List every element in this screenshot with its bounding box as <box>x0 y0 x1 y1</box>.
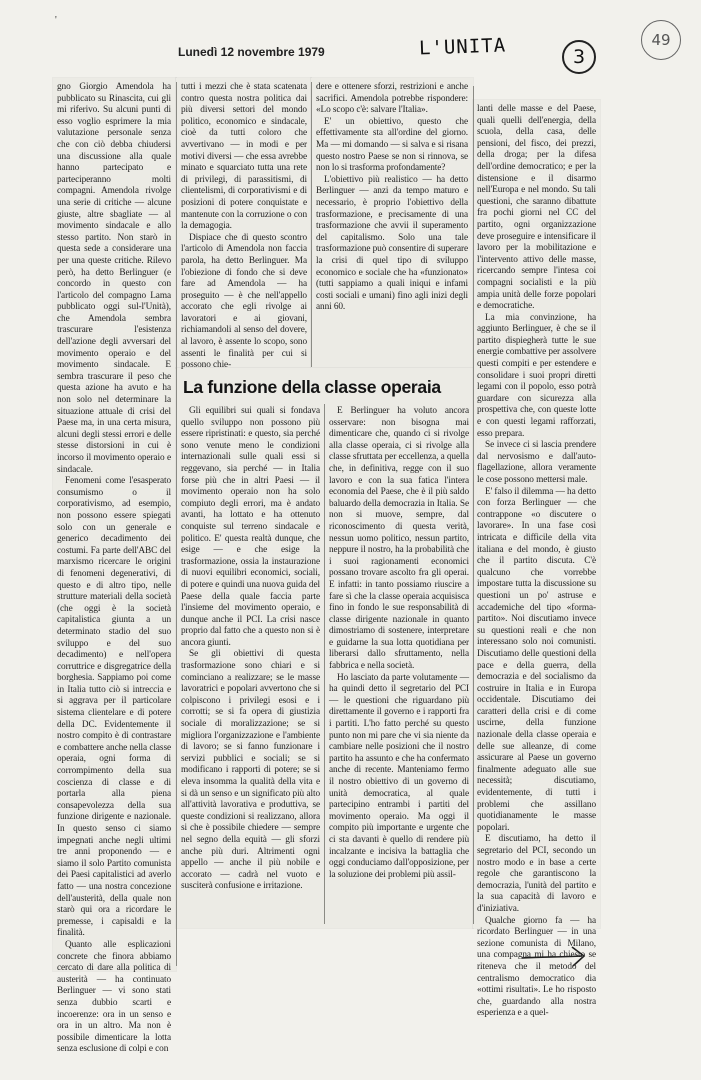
paragraph: Se gli obiettivi di questa trasformazione sono chiari e si cominciano a realizzare; se le masse lavoratrici e popolari avvertono che si colpiscono i privilegi esosi e i corrotti; se si fa opera di giustizia sociale di moralizzazione; se si migliora l'organizzazione e l'ambiente di lavoro; se si fanno funzionare i servizi pubblici e sociali; se si modificano i rapporti di potere; se si eleva insomma la qualità della vita e si dà un senso e un significato più alto all'attività lavorativa e produttiva, se queste condizioni si realizzano, allora si che è possibile chiedere — sempre nel segno della equità — gli sforzi anche più duri. Altrimenti ogni appello — anche il più nobile e accorato — cadrà nel vuoto e susciterà confusione e irritazione. <box>181 649 320 892</box>
paragraph: gno Giorgio Amendola ha pubblicato su Rinascita, cui gli mi riferivo. Su alcuni punti di esso voglio esprimere la mia valutazione personale senza che con ciò debba chiudersi una discussione alla quale hanno partecipato e parteciperanno molti compagni. Amendola rivolge una serie di critiche — alcune giuste, altre sbagliate — al movimento sindacale e allo stesso partito. Non starò in questa sede a considerare una per una queste critiche. Rilevo però, ha detto Berlinguer (e concordo in questo con l'articolo del compagno Lama pubblicato oggi sul-l'Unità), che Amendola sembra trascurare l'esistenza dell'azione degli avversari del movimento operaio e del movimento sindacale. E sembra trascurare il peso che questa azione ha avuto e ha non solo nel determinare la situazione attuale di crisi del Paese ma, in una certa misura, alcuni degli stessi errori e delle stesse distorsioni in cui è incorso il movimento operaio e sindacale. <box>57 82 171 475</box>
paragraph: L'obiettivo più realistico — ha detto Berlinguer — anzi da tempo maturo e necessario, è proprio l'obiettivo della trasformazione, e precisamente di una trasformazione che avvii il superamento del capitalismo. Solo una tale trasformazione può consentire di superare la crisi di quel tipo di sviluppo economico e sociale che ha «funzionato» (tutti sappiamo a quali iniqui e infami costi sociali e umani) fino agli inizi degli anni 60. <box>316 174 468 313</box>
paragraph: E' un obiettivo, questo che effettivamente sta all'ordine del giorno. Ma — mi domando — si salva e si risana questo nostro Paese se non si rinnova, se non lo si trasforma profondamente? <box>316 116 468 174</box>
paragraph: Gli equilibri sui quali si fondava quello sviluppo non possono più essere ripristinati: e questo, sia perché sono venute meno le condizioni internazionali sulle quali essi si reggevano, sia perché — in Italia forse più che in altri Paesi — il movimento operaio non ha solo compiuto degli errori, ma è andato avanti, ha lottato e ha ottenuto conquiste sul terreno sindacale e politico. E' questa realtà dunque, che esige — e che esige la trasformazione, ossia la instaurazione di nuovi equilibri economici, sociali, di potere e quindi una nuova guida del Paese della quale faccia parte l'insieme del movimento operaio, e dunque anche il PCI. La crisi nasce proprio dal fatto che a questo non si è ancora giunti. <box>181 406 320 648</box>
handwritten-newspaper-name: L'UNITA <box>418 34 507 60</box>
publication-date: Lunedì 12 novembre 1979 <box>178 45 325 59</box>
corner-mark: ' <box>55 15 57 26</box>
circled-archive-number <box>641 20 681 60</box>
section-headline: La funzione della classe operaia <box>183 377 441 397</box>
column-divider <box>473 86 474 924</box>
article-column-4 <box>477 104 596 1019</box>
paragraph: Dispiace che di questo scontro l'articolo di Amendola non faccia parola, ha detto Berlinguer. Ma l'obiezione di fondo che si deve fare ad Amendola — ha proseguito — è che nell'appello accorato che egli rivolge ai lavoratori e ai giovani, richiamandoli al senso del dovere, al lavoro, è assente lo scopo, sono assenti le finalità per cui si possono chie- <box>181 232 307 371</box>
paragraph: lanti delle masse e del Paese, quali quelli dell'energia, della scuola, della casa, delle pensioni, del fisco, dei prezzi, della droga; per la difesa dell'ordine democratico; e per la distensione e il disarmo nell'Europa e nel mondo. Su tali questioni, che saranno dibattute fra pochi giorni nel CC del partito, ogni organizzazione deve proseguire e intensificare il lavoro per la mobilitazione e l'intervento attivo delle masse, ricercando sempre l'intesa coi compagni socialisti e la più ampia unità delle forze popolari e democratiche. <box>477 104 596 312</box>
article-column-a <box>181 406 320 924</box>
article-column-3 <box>316 82 468 366</box>
column-divider <box>311 82 312 367</box>
paragraph: Fenomeni come l'esasperato consumismo o il corporativismo, ad esempio, non possono essere spiegati solo con un generale e generico decadimento dei costumi. Fa parte dell'ABC del marxismo ricercare le origini di fenomeni degenerativi, di questo e di altro tipo, nelle strutture materiali della società (che oggi è la società capitalistica giunta a un determinato stadio del suo sviluppo e del suo decadimento) e nell'opera corruttrice e disgregatrice della borghesia. Sappiamo poi come in Italia tutto ciò si intreccia e si aggrava per il particolare sistema clientelare e di potere della DC. Evidentemente il nostro compito è di contrastare e combattere anche nella classe operaia, ogni forma di corrompimento della sua coscienza di classe e di portarla alla piena consapevolezza della sua funzione dirigente e nazionale. In questo senso ci siamo impegnati anche negli ultimi tre anni proponendo — e siamo il solo Partito comunista dei Paesi capitalistici ad averlo fatto — una nostra concezione dell'austerità, della quale non starò qui ora a ricordare le premesse, i capisaldi e la finalità. <box>57 476 171 939</box>
paragraph: E discutiamo, ha detto il segretario del PCI, secondo un nostro modo e in base a certe regole che garantiscono la democrazia, l'unità del partito e la sua capacità di lavoro e d'iniziativa. <box>477 834 596 914</box>
archive-number-text: 49 <box>651 31 671 49</box>
paragraph: dere e ottenere sforzi, restrizioni e anche sacrifici. Amendola potrebbe rispondere: «Lo scopo c'è: salvare l'Italia». <box>316 82 468 116</box>
column-divider <box>176 82 177 966</box>
circled-page-number <box>562 40 596 74</box>
paragraph: Quanto alle esplicazioni concrete che finora abbiamo cercato di dare alla politica di austerità — ha continuato Berlinguer — vi sono stati senza dubbio scarti e incoerenze: ora in un senso e ora in un altro. Ma non è possibile dimenticare la lotta senza esclusione di colpi e con <box>57 939 171 1055</box>
paragraph: tutti i mezzi che è stata scatenata contro questa nostra politica dai più diversi settori del mondo politico, economico e sindacale, cioè da tutti coloro che avvertivano — in modi e per motivi diversi — che essa avrebbe minato e squarciato tutta una rete di privilegi, di parassitismi, di clientelismi, di corporativismi e di posizioni di potere conquistate e mantenute con la corruzione o con la demagogia. <box>181 82 307 232</box>
paragraph: Qualche giorno fa — ha ricordato Berlinguer — in una sezione comunista di Milano, una compagna mi ha chiesto se riteneva che il metodo del centralismo democratico dia «ottimi risultati». Le ho risposto che, guardando alla nostra esperienza e a quel- <box>477 915 596 1019</box>
article-column-2 <box>181 82 307 371</box>
paragraph: Ho lasciato da parte volutamente — ha quindi detto il segretario del PCI — le questioni che riguardano più direttamente il governo e i rapporti fra i partiti. L'ho fatto perché su questo punto non mi pare che vi sia niente da cambiare nelle posizioni che il nostro partito ha assunto e che ha confermato anche di recente. Manteniamo fermo il nostro obiettivo di un governo di unità democratica, al quale partecipino entrambi i partiti del movimento operaio. Ma oggi il compito più importante e urgente che ci sta davanti è quello di rendere più incalzante e incisiva la battaglia che oggi conduciamo dall'opposizione, per la soluzione dei problemi più assil- <box>329 672 469 880</box>
article-column-b <box>329 406 469 924</box>
page-number-text: 3 <box>572 46 586 68</box>
paragraph: Se invece ci si lascia prendere dal nervosismo e dall'auto-flagellazione, allora veramente le cose possono mettersi male. <box>477 440 596 485</box>
paragraph: La mia convinzione, ha aggiunto Berlinguer, è che se il partito dispiegherà tutte le sue energie combattive per assolvere questi compiti e per estendere e consolidare i suoi propri diretti legami con il popolo, esso potrà guardare con sicurezza alla prospettiva che, con queste lotte e con questi legami rafforzati, esso prepara. <box>477 312 596 439</box>
paragraph: E' falso il dilemma — ha detto con forza Berlinguer — che contrappone «o discutere o lavorare». In una fase così intricata e difficile della vita italiana e del mondo, è giusto che il partito discuta. C'è qualcuno che vorrebbe impostare tutta la discussione su questioni un po' astruse e accademiche del tipo «forma-partito». Noi discutiamo invece su questioni reali e che non interessano solo noi comunisti. Discutiamo delle questioni della pace e della guerra, della democrazia e del socialismo da costruire in Italia e in Europa occidentale. Discutiamo dei caratteri della crisi e di come uscirne, della funzione nazionale della classe operaia e delle sue alleanze, di come assicurare al Paese un governo finalmente adeguato alle sue necessità; discutiamo, evidentemente, di tutti i problemi che assillano quotidianamente le masse popolari. <box>477 486 596 833</box>
column-divider <box>324 404 325 924</box>
article-column-1 <box>57 82 171 1055</box>
paragraph: E Berlinguer ha voluto ancora osservare: non bisogna mai dimenticare che, quando ci si rivolge alla classe operaia, ci si rivolge alla classe sfruttata per eccellenza, a quella che, in definitiva, regge con il suo lavoro e con la sua fatica l'intera economia del Paese, che è il più saldo baluardo della democrazia in Italia. Se non si muove, sempre, dal riconoscimento di questa verità, nessun uomo politico, nessun partito, neppure il nostro, ha la probabilità che i suoi ragionamenti economici possano trovare ascolto fra gli operai. E infatti: in tanto possiamo riuscire a fare sì che la classe operaia acquisisca fino in fondo le sue responsabilità di classe dirigente nazionale in quanto dimostriamo di sostenere, interpretare e guidarne la sua lotta quotidiana per liberarsi dallo sfruttamento, nella fabbrica e nella società. <box>329 406 469 672</box>
continue-arrow-icon <box>520 942 590 972</box>
